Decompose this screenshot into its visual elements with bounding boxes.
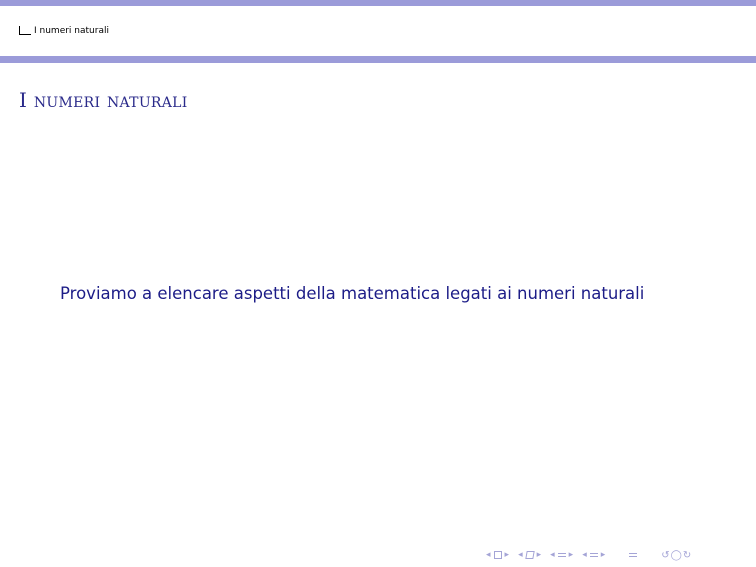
frame-body-text: Proviamo a elencare aspetti della matematica legati ai numeri naturali bbox=[60, 284, 645, 303]
nav-frame-icon[interactable]: ◂ ▸ bbox=[486, 550, 510, 560]
nav-document-icon[interactable]: ◂ ▸ bbox=[582, 550, 606, 560]
nav-section-icon[interactable]: ◂ ▸ bbox=[550, 550, 574, 560]
breadcrumb[interactable] bbox=[19, 22, 109, 36]
frame-title: I numeri naturali bbox=[19, 88, 188, 112]
nav-search-icon[interactable]: ↺◯↻ bbox=[661, 549, 693, 561]
header-band bbox=[0, 6, 756, 56]
tree-corner-icon bbox=[19, 26, 31, 35]
breadcrumb-section-label[interactable]: I numeri naturali bbox=[34, 26, 109, 36]
nav-appendix-icon[interactable] bbox=[629, 551, 637, 559]
beamer-navigation-bar bbox=[486, 548, 692, 562]
header-rule bbox=[0, 56, 756, 63]
nav-subsection-icon[interactable]: ◂ ▸ bbox=[518, 550, 542, 560]
